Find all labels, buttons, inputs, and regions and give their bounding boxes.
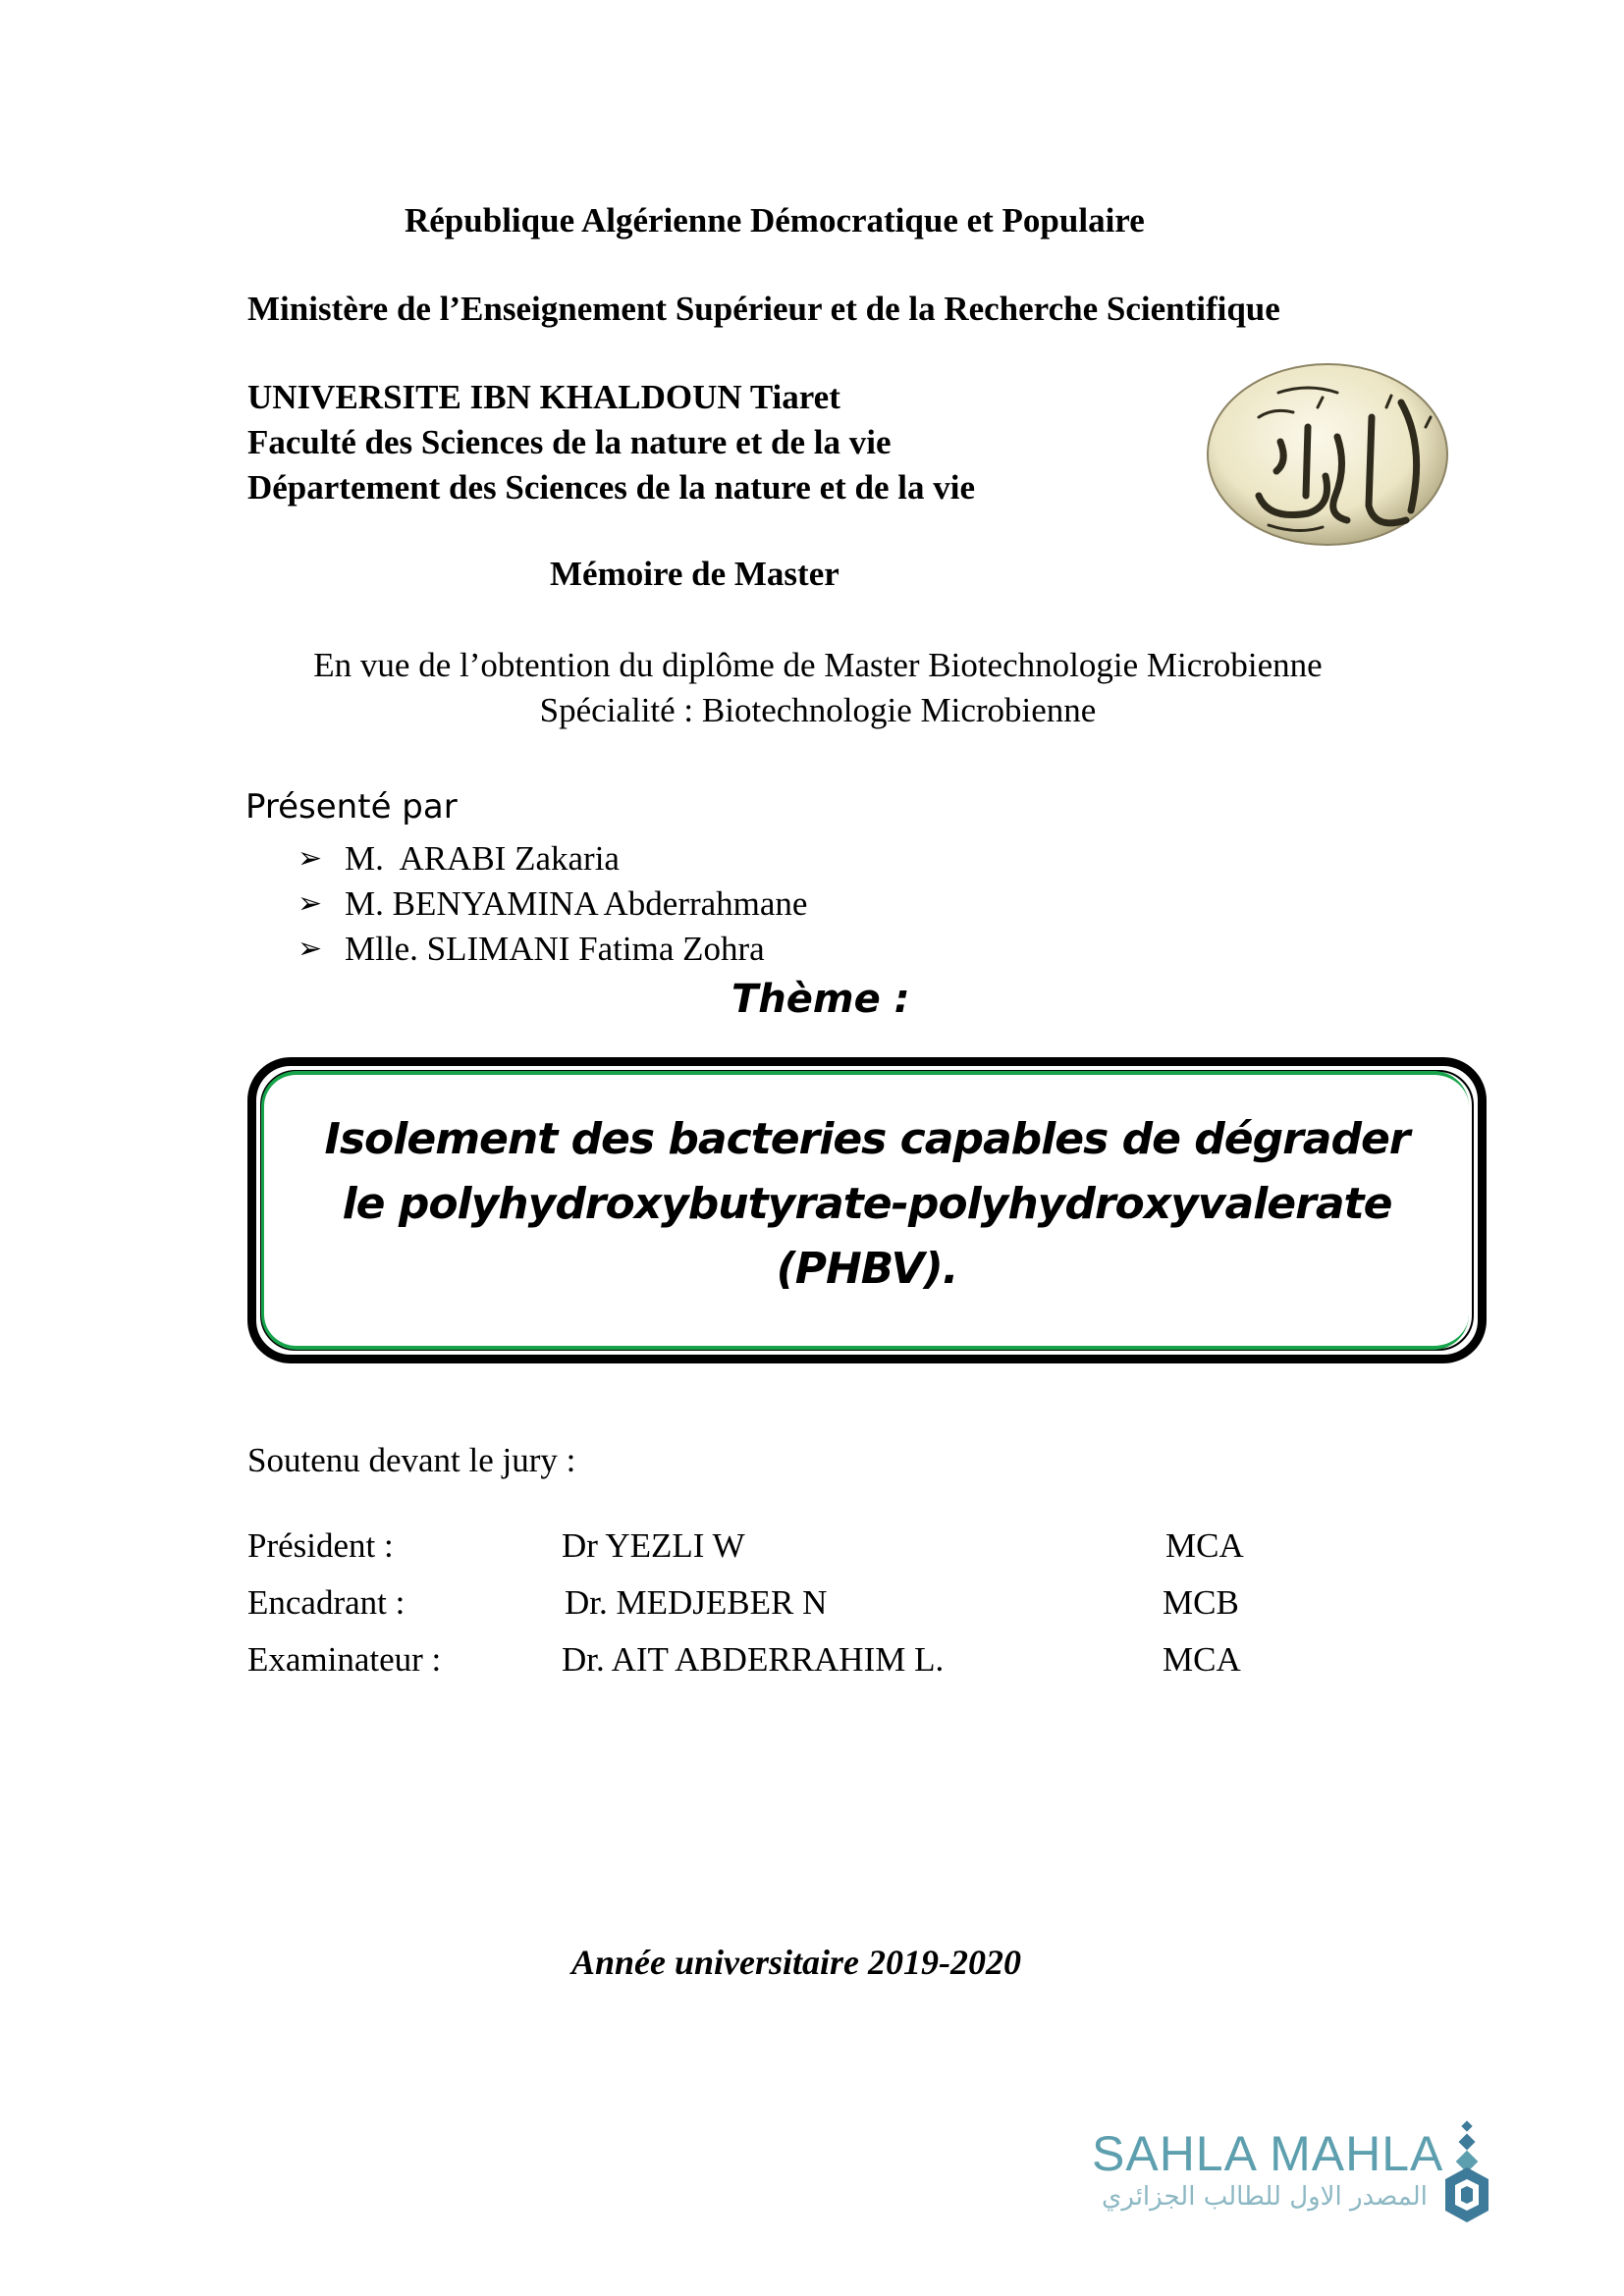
presented-by-label: Présenté par [245, 787, 458, 827]
faculty-name: Faculté des Sciences de la nature et de la vie [247, 423, 892, 461]
jury-grade: MCB [1163, 1583, 1239, 1622]
jury-role: Encadrant : [247, 1583, 406, 1622]
obtention-line: En vue de l’obtention du diplôme de Master Biotechnologie Microbienne [313, 646, 1323, 684]
university-name: UNIVERSITE IBN KHALDOUN Tiaret [247, 378, 840, 416]
jury-name: Dr. AIT ABDERRAHIM L. [562, 1640, 945, 1679]
sahla-mahla-watermark [1092, 2125, 1485, 2233]
theme-line-2: le polyhydroxybutyrate-polyhydroxyvalerate [342, 1179, 1392, 1229]
jury-role: Examinateur : [247, 1640, 442, 1679]
student-name: M. ARABI Zakaria [345, 839, 620, 878]
republic-heading: République Algérienne Démocratique et Populaire [405, 201, 1145, 240]
theme-line-1: Isolement des bacteries capables de dégrader [324, 1114, 1410, 1164]
list-item [298, 836, 807, 881]
degree-info [253, 643, 1382, 733]
watermark-brand: SAHLA MAHLA [1092, 2126, 1444, 2181]
academic-year: Année universitaire 2019-2020 [571, 1943, 1022, 1982]
arrow-bullet-icon: ➢ [298, 842, 323, 875]
jury-intro: Soutenu devant le jury : [247, 1441, 576, 1479]
theme-line-3: (PHBV). [776, 1244, 958, 1294]
watermark-tagline: المصدر الاول للطالب الجزائري [1102, 2182, 1428, 2212]
student-name: M. BENYAMINA Abderrahmane [345, 884, 808, 923]
theme-frame [247, 1057, 1487, 1363]
theme-title [256, 1107, 1478, 1302]
list-item [298, 881, 807, 927]
institution-block [247, 375, 975, 510]
document-type: Mémoire de Master [550, 555, 839, 593]
student-list [298, 836, 807, 972]
jury-role: Président : [247, 1526, 394, 1565]
sahla-mahla-logo-icon [1437, 2120, 1496, 2228]
department-name: Département des Sciences de la nature et de la vie [247, 468, 976, 507]
student-name: Mlle. SLIMANI Fatima Zohra [345, 930, 765, 968]
jury-name: Dr YEZLI W [562, 1526, 745, 1565]
arrow-bullet-icon: ➢ [298, 887, 323, 920]
specialite-line: Spécialité : Biotechnologie Microbienne [539, 691, 1097, 729]
university-logo-icon [1200, 348, 1459, 555]
list-item [298, 927, 807, 972]
jury-grade: MCA [1165, 1526, 1244, 1565]
ministry-heading: Ministère de l’Enseignement Supérieur et de la Recherche Scientifique [247, 290, 1280, 328]
arrow-bullet-icon: ➢ [298, 933, 323, 965]
theme-label: Thème : [731, 977, 910, 1022]
jury-name: Dr. MEDJEBER N [565, 1583, 828, 1622]
jury-grade: MCA [1163, 1640, 1241, 1679]
